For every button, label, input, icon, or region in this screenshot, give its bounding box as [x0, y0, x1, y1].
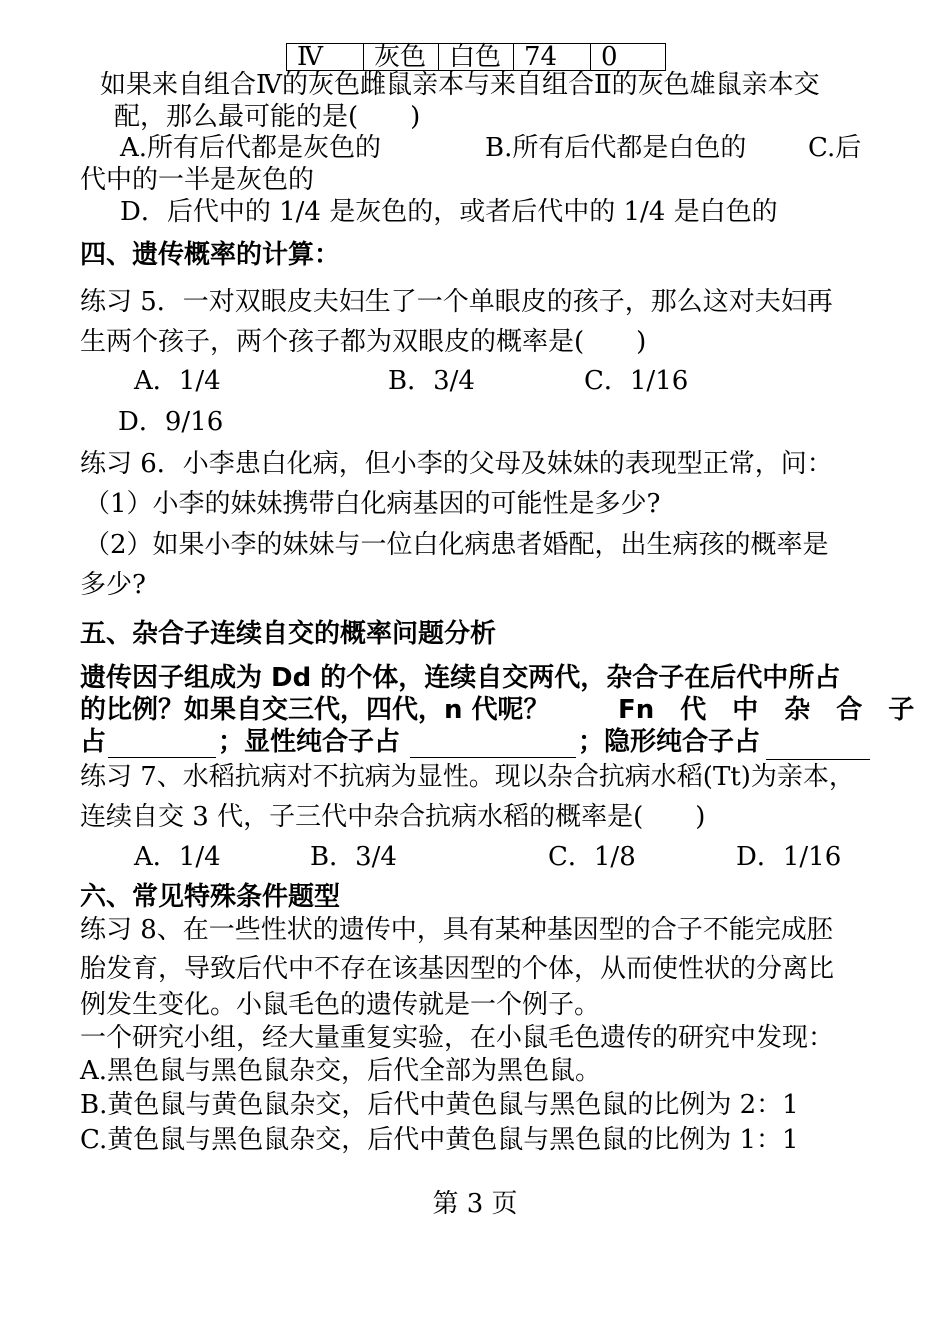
finding-a: A.黑色鼠与黑色鼠杂交，后代全部为黑色鼠。 — [80, 1056, 602, 1086]
section5-fn-text: Fn 代 中 杂 合 子 — [618, 695, 915, 725]
exercise6-question2-line1: （2）如果小李的妹妹与一位白化病患者婚配，出生病孩的概率是 — [84, 530, 829, 560]
option-c: C.后 — [808, 133, 862, 163]
section-heading-6: 六、常见特殊条件题型 — [80, 882, 341, 912]
genotype-table-row — [286, 43, 666, 71]
option-b: B.所有后代都是白色的 — [485, 133, 747, 163]
fill-blank-1 — [108, 757, 216, 758]
exercise7-option-d: D．1/16 — [736, 842, 842, 872]
table-cell-parent2: 白色 — [439, 44, 514, 71]
table-cell-parent1: 灰色 — [364, 44, 439, 71]
exercise5-option-b: B．3/4 — [388, 366, 475, 396]
fill-label-heterozygote: 占 — [80, 727, 107, 757]
exercise5-option-d: D．9/16 — [118, 407, 224, 437]
exercise5-line1: 练习 5．一对双眼皮夫妇生了一个单眼皮的孩子，那么这对夫妇再 — [80, 287, 833, 317]
exercise6-line1: 练习 6．小李患白化病，但小李的父母及妹妹的表现型正常，问： — [80, 449, 833, 479]
question-text-line2: 配，那么最可能的是( ) — [114, 102, 421, 132]
fill-blank-2 — [410, 757, 576, 758]
exercise5-option-a: A．1/4 — [134, 366, 221, 396]
exercise7-option-c: C．1/8 — [548, 842, 636, 872]
table-cell-white-count: 0 — [591, 44, 666, 71]
fill-label-dominant: ；显性纯合子占 — [218, 727, 401, 757]
exercise5-option-c: C．1/16 — [584, 366, 689, 396]
section5-bold-line2-text: 的比例？如果自交三代，四代，n 代呢？ — [80, 695, 550, 725]
exercise8-line2: 胎发育，导致后代中不存在该基因型的个体，从而使性状的分离比 — [80, 954, 835, 984]
exercise8-line4: 一个研究小组，经大量重复实验，在小鼠毛色遗传的研究中发现： — [80, 1023, 835, 1053]
option-a: A.所有后代都是灰色的 — [120, 133, 382, 163]
section-heading-5: 五、杂合子连续自交的概率问题分析 — [80, 619, 497, 649]
table-cell-gray-count: 74 — [514, 44, 591, 71]
finding-b: B.黄色鼠与黄色鼠杂交，后代中黄色鼠与黑色鼠的比例为 2：1 — [80, 1090, 799, 1120]
table-cell-group: Ⅳ — [287, 44, 364, 71]
finding-c: C.黄色鼠与黑色鼠杂交，后代中黄色鼠与黑色鼠的比例为 1：1 — [80, 1125, 799, 1155]
exercise7-line1: 练习 7、水稻抗病对不抗病为显性。现以杂合抗病水稻(Tt)为亲本， — [80, 762, 855, 792]
exercise7-option-b: B．3/4 — [310, 842, 397, 872]
exercise7-option-a: A．1/4 — [134, 842, 221, 872]
exercise8-line1: 练习 8、在一些性状的遗传中，具有某种基因型的合子不能完成胚 — [80, 915, 833, 945]
fill-label-recessive: ；隐形纯合子占 — [578, 727, 761, 757]
section-heading-4: 四、遗传概率的计算： — [80, 240, 341, 270]
option-c-continued: 代中的一半是灰色的 — [80, 165, 315, 195]
exercise8-line3: 例发生变化。小鼠毛色的遗传就是一个例子。 — [80, 990, 601, 1020]
question-text-line1: 如果来自组合Ⅳ的灰色雌鼠亲本与来自组合Ⅱ的灰色雄鼠亲本交 — [100, 70, 820, 100]
exercise6-question1: （1）小李的妹妹携带白化病基因的可能性是多少? — [84, 489, 661, 519]
option-d: D．后代中的 1/4 是灰色的，或者后代中的 1/4 是白色的 — [120, 197, 778, 227]
section5-bold-line1: 遗传因子组成为 Dd 的个体，连续自交两代，杂合子在后代中所占 — [80, 663, 841, 693]
exercise6-question2-line2: 多少? — [80, 570, 146, 600]
exercise7-line2: 连续自交 3 代，子三代中杂合抗病水稻的概率是( ) — [80, 802, 706, 832]
exercise5-line2: 生两个孩子，两个孩子都为双眼皮的概率是( ) — [80, 327, 647, 357]
page-number: 第 3 页 — [432, 1189, 518, 1219]
